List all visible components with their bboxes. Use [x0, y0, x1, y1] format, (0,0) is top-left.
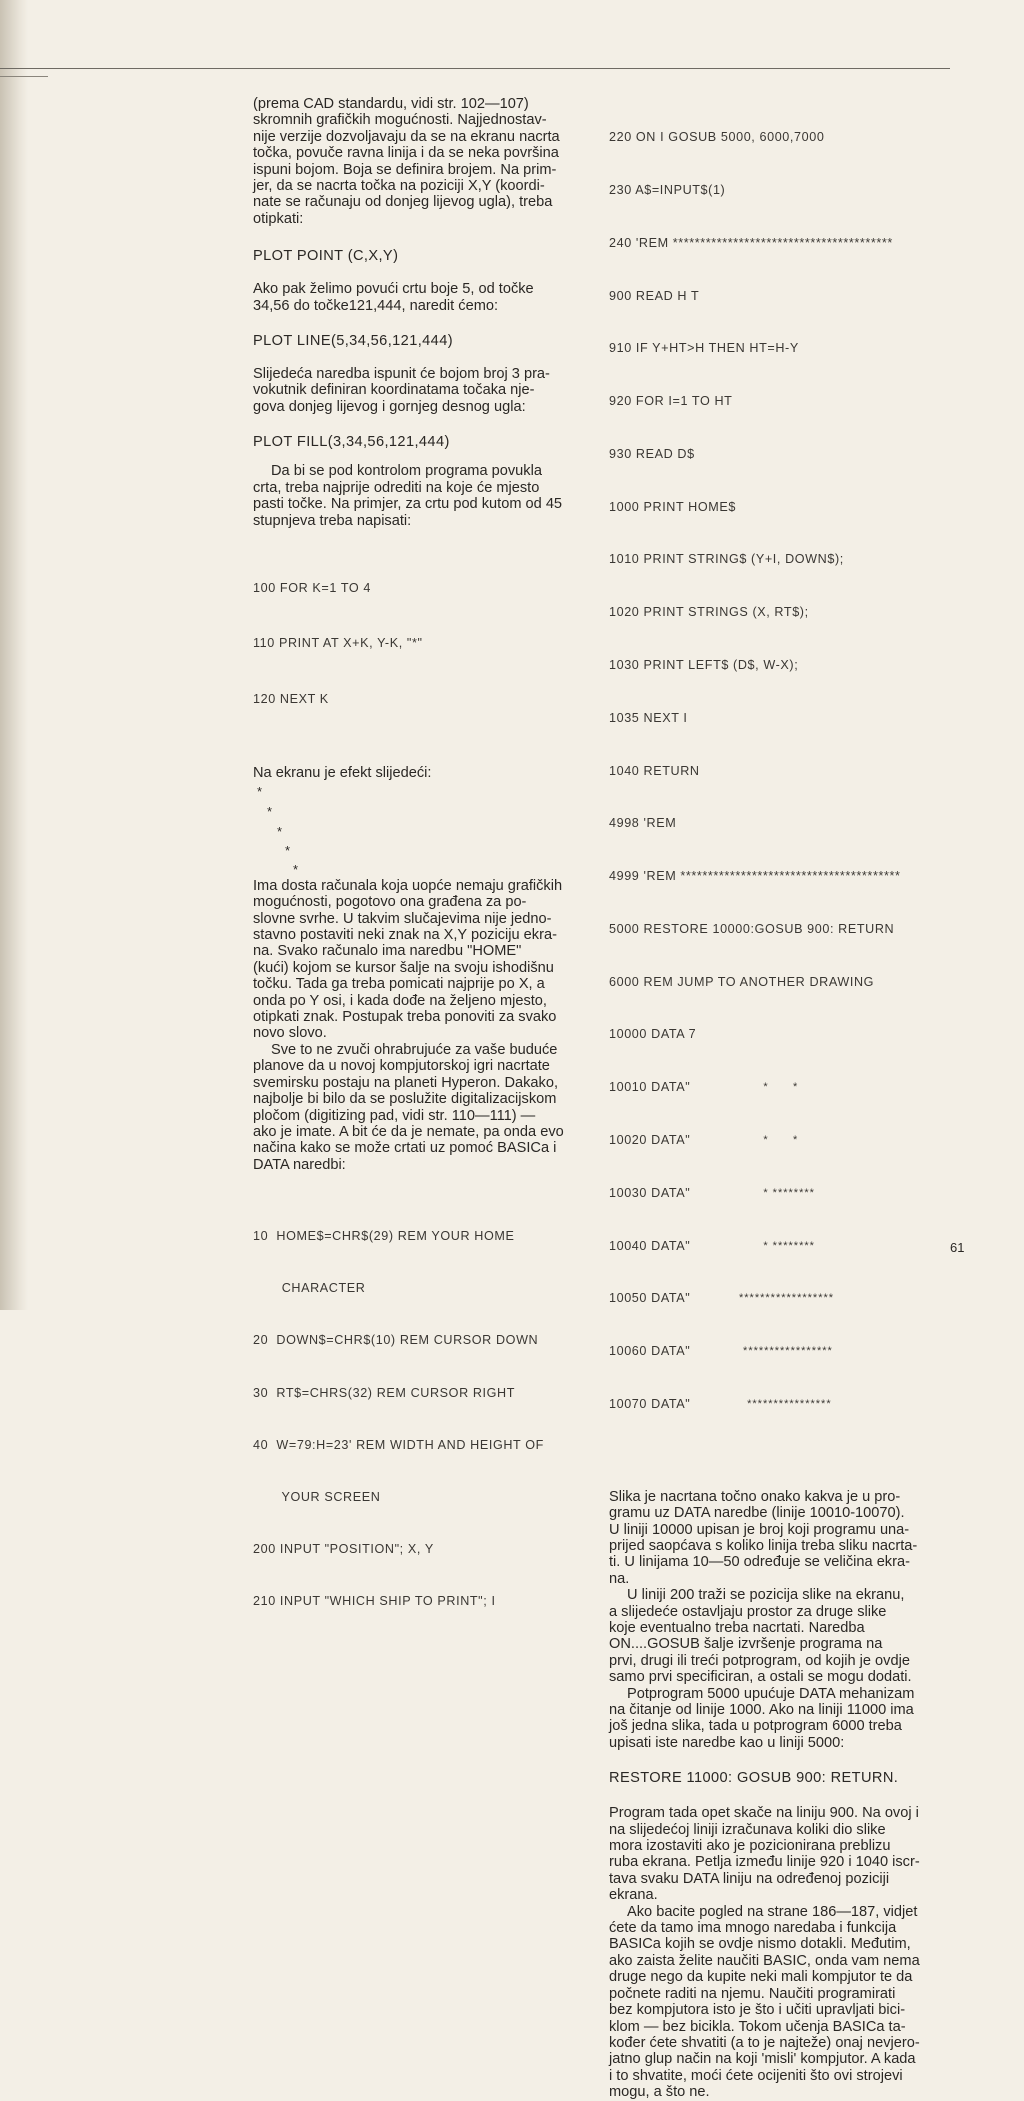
code-line: 920 FOR I=1 TO HT — [609, 394, 733, 409]
text-line: još jedna slika, tada u potprogram 6000 treba — [609, 1718, 902, 1735]
code-line: 900 READ H T — [609, 288, 700, 303]
text-line: točku. Tada ga treba pomicati najprije po X, a — [253, 976, 545, 993]
text-line: tava svaku DATA liniju na određenoj poziciji — [609, 1870, 890, 1887]
data-line — [609, 1396, 961, 1414]
text-line: i to shvatite, moći ćete ocijeniti što ovi strojevi — [609, 2067, 903, 2084]
data-line-number: 10010 DATA" — [609, 1080, 691, 1095]
data-line-number: 10070 DATA" — [609, 1396, 691, 1411]
picture-explanation-paragraph — [609, 1489, 961, 1587]
text-line: jatno glup način na koji 'misli' kompjutor. A kada — [609, 2051, 916, 2068]
text-line: crta, treba najprije odrediti na koje će mjesto — [253, 479, 540, 496]
code-line: 40 W=79:H=23' REM WIDTH AND HEIGHT OF — [253, 1437, 544, 1452]
text-line: svemirsku postaju na planeti Hyperon. Dakako, — [253, 1074, 559, 1091]
intro-paragraph — [253, 96, 607, 227]
text-line: na. — [609, 1570, 630, 1587]
conclusion-paragraph — [609, 1904, 961, 2101]
text-line: načina kako se može crtati uz pomoć BASICa i — [253, 1140, 557, 1157]
plot-fill-command: PLOT FILL(3,34,56,121,444) — [253, 434, 450, 451]
text-line: prvi, drugi ili treći potprogram, od kojih je ovdje — [609, 1652, 910, 1669]
data-line-number: 10040 DATA" — [609, 1238, 691, 1253]
text-line: novo slovo. — [253, 1025, 327, 1042]
left-column — [253, 96, 607, 1646]
text-line: točka, povuče ravna linija i da se neka površina — [253, 145, 559, 162]
code-line: 910 IF Y+HT>H THEN HT=H-Y — [609, 341, 799, 356]
code-line: 5000 RESTORE 10000:GOSUB 900: RETURN — [609, 921, 895, 936]
data-line — [609, 1185, 961, 1203]
subroutine-paragraph — [609, 1686, 961, 1752]
text-line: Slijedeća naredba ispunit će bojom broj 3 pra- — [253, 366, 550, 383]
code-line: 30 RT$=CHRS(32) REM CURSOR RIGHT — [253, 1385, 516, 1400]
effect-caption: Na ekranu je efekt slijedeći: — [253, 765, 432, 782]
data-line — [609, 1079, 961, 1097]
text-line: planove da u novoj kompjutorskoj igri nacrtate — [253, 1058, 550, 1075]
text-line: ispuni bojom. Boja se definira brojem. Na prim- — [253, 161, 557, 178]
code-line: 230 A$=INPUT$(1) — [609, 182, 726, 197]
data-line-stars: * * — [739, 1134, 799, 1147]
text-line: 34,56 do točke121,444, naredit ćemo: — [253, 297, 499, 314]
data-line-number: 10050 DATA" — [609, 1291, 691, 1306]
text-line: gramu uz DATA naredbe (linije 10010-10070). — [609, 1505, 905, 1522]
position-paragraph — [609, 1587, 961, 1685]
text-line: nije verzije dozvoljavaju da se na ekranu nacrta — [253, 128, 560, 145]
right-column — [609, 94, 961, 2101]
code-line: 100 FOR K=1 TO 4 — [253, 580, 371, 595]
text-line: U liniji 10000 upisan je broj koji programu una- — [609, 1521, 910, 1538]
text-line: ekrana. — [609, 1887, 658, 1904]
star-mark: * — [285, 842, 291, 858]
text-line: pasti točke. Na primjer, za crtu pod kutom od 45 — [253, 496, 563, 513]
data-line — [609, 1290, 961, 1308]
text-line: klom — bez bicikla. Tokom učenja BASICa ta- — [609, 2018, 906, 2035]
code-line: 120 NEXT K — [253, 691, 329, 706]
code-line: 240 'REM **************************************** — [609, 235, 893, 250]
text-line: na slijedećoj liniji izračunava koliki dio slike — [609, 1821, 886, 1838]
data-line-stars: ***************** — [739, 1345, 833, 1358]
text-line: skromnih grafičkih mogućnosti. Najjednostav- — [253, 112, 547, 129]
text-line: vokutnik definiran koordinatama točaka nje- — [253, 382, 535, 399]
code-line: 1000 PRINT HOME$ — [609, 499, 736, 514]
basic-setup-listing — [253, 1193, 607, 1646]
text-line: DATA naredbi: — [253, 1156, 346, 1173]
text-line: ti. U linijama 10—50 određuje se veličina ekra- — [609, 1554, 910, 1571]
code-line: 1020 PRINT STRINGS (X, RT$); — [609, 605, 809, 620]
no-graphics-paragraph — [253, 878, 607, 1042]
hyperon-paragraph — [253, 1042, 607, 1173]
code-line: 1035 NEXT I — [609, 710, 688, 725]
text-line: druge nego da kupite neki mali kompjutor te da — [609, 1969, 913, 1986]
text-line: koje eventualno treba nacrtati. Naredba — [609, 1619, 865, 1636]
text-line: otipkati: — [253, 210, 304, 227]
text-line: ako je imate. A bit će da je nemate, pa onda evo — [253, 1123, 564, 1140]
star-mark: * — [277, 823, 283, 839]
restore-command: RESTORE 11000: GOSUB 900: RETURN. — [609, 1770, 899, 1787]
data-line-stars: **************** — [739, 1397, 832, 1410]
program-paragraph — [253, 463, 607, 529]
fill-paragraph — [253, 366, 607, 415]
line-paragraph — [253, 281, 607, 314]
plot-point-command: PLOT POINT (C,X,Y) — [253, 248, 399, 265]
text-line: mogućnosti, pogotovo ona građena za po- — [253, 894, 527, 911]
text-line: ćete da tamo ima mnogo naredaba i funkcija — [609, 1920, 897, 1937]
data-line — [609, 1343, 961, 1361]
text-line: bez kompjutora isto je što i učiti upravljati bici- — [609, 2002, 906, 2019]
diagonal-code-listing — [253, 542, 607, 746]
data-line-stars: * ******** — [739, 1239, 815, 1252]
text-line: a slijedeće ostavljaju prostor za druge slike — [609, 1603, 887, 1620]
text-line: U liniji 200 traži se pozicija slike na ekranu, — [627, 1587, 905, 1604]
page-number: 61 — [950, 1240, 965, 1255]
text-line: Ako bacite pogled na strane 186—187, vidjet — [627, 1903, 918, 1920]
code-line: 1010 PRINT STRING$ (Y+I, DOWN$); — [609, 552, 844, 567]
code-line: 110 PRINT AT X+K, Y-K, "*" — [253, 636, 423, 651]
text-line: gova donjeg lijevog i gornjeg desnog ugla: — [253, 398, 526, 415]
text-line: otipkati znak. Postupak treba ponoviti za svako — [253, 1009, 557, 1026]
star-mark: * — [293, 861, 299, 877]
text-line: Sve to ne zvuči ohrabrujuće za vaše buduće — [271, 1041, 558, 1058]
code-line: 1030 PRINT LEFT$ (D$, W-X); — [609, 658, 799, 672]
code-line: 930 READ D$ — [609, 446, 695, 461]
data-line-stars: ****************** — [739, 1292, 835, 1305]
code-line: 220 ON I GOSUB 5000, 6000,7000 — [609, 130, 825, 145]
plot-line-command: PLOT LINE(5,34,56,121,444) — [253, 333, 453, 350]
text-line: onda po Y osi, i kada dođe na željeno mjesto, — [253, 992, 547, 1009]
text-line: stavno postaviti neki znak na X,Y poziciju ekra- — [253, 927, 557, 944]
code-line: 4999 'REM **************************************** — [609, 869, 901, 884]
code-line: 6000 REM JUMP TO ANOTHER DRAWING — [609, 974, 875, 989]
text-line: najbolje bi bilo da se poslužite digitalizacijskom — [253, 1091, 557, 1108]
text-line: stupnjeva treba napisati: — [253, 512, 412, 529]
code-line: 10 HOME$=CHR$(29) REM YOUR HOME — [253, 1228, 515, 1243]
text-line: Ima dosta računala koja uopće nemaju grafičkih — [253, 877, 563, 894]
text-line: BASICa kojih se ovdje nismo dotakli. Međutim, — [609, 1936, 911, 1953]
text-line: ON....GOSUB šalje izvršenje programa na — [609, 1636, 883, 1653]
star-mark: * — [267, 803, 273, 819]
code-line: 200 INPUT "POSITION"; X, Y — [253, 1542, 434, 1557]
text-line: na čitanje od linije 1000. Ako na liniji 11000 ima — [609, 1702, 914, 1718]
text-line: upisati iste naredbe kao u liniji 5000: — [609, 1734, 845, 1751]
text-line: na. Svako računalo ima naredbu "HOME" — [253, 943, 522, 960]
data-line-number: 10020 DATA" — [609, 1133, 691, 1148]
text-line: samo prvi specificiran, a ostali se mogu dodati. — [609, 1669, 912, 1686]
text-line: (kući) kojom se kursor šalje na svoju ishodišnu — [253, 959, 554, 976]
diagonal-star-output — [253, 782, 607, 877]
data-line-number: 10030 DATA" — [609, 1185, 691, 1200]
jump-paragraph — [609, 1805, 961, 1903]
header-rule — [0, 68, 950, 69]
data-line — [609, 1238, 961, 1256]
book-spine-shadow — [0, 0, 28, 1310]
text-line: Da bi se pod kontrolom programa povukla — [271, 463, 542, 480]
text-line: ruba ekrana. Petlja između linije 920 i 1040 iscr- — [609, 1854, 920, 1871]
text-line: pločom (digitizing pad, vidi str. 110—111) — — [253, 1107, 536, 1124]
text-line: mogu, a što ne. — [609, 2084, 710, 2101]
data-line-stars: * ******** — [739, 1186, 815, 1199]
code-line: YOUR SCREEN — [253, 1490, 381, 1505]
drawing-program-listing — [609, 94, 961, 1449]
text-line: slovne svrhe. U takvim slučajevima nije jedno- — [253, 910, 552, 927]
code-line: 20 DOWN$=CHR$(10) REM CURSOR DOWN — [253, 1333, 539, 1348]
text-line: ako zaista želite naučiti BASIC, onda vam nema — [609, 1952, 920, 1969]
text-line: mora izostaviti ako je pozicionirana preblizu — [609, 1838, 891, 1855]
code-line: 1040 RETURN — [609, 763, 700, 778]
text-line: jer, da se nacrta točka na poziciji X,Y (koordi- — [253, 178, 545, 195]
text-line: Program tada opet skače na liniju 900. Na ovoj i — [609, 1805, 919, 1822]
text-line: Potprogram 5000 upućuje DATA mehanizam — [627, 1685, 915, 1702]
header-rule-short — [0, 76, 48, 77]
data-line-number: 10060 DATA" — [609, 1344, 691, 1359]
text-line: počnete raditi na njemu. Naučiti programirati — [609, 1985, 896, 2002]
text-line: Slika je nacrtana točno onako kakva je u pro- — [609, 1488, 901, 1505]
data-line — [609, 1132, 961, 1150]
code-line: CHARACTER — [253, 1281, 366, 1296]
text-line: nate se računaju od donjeg lijevog ugla), treba — [253, 194, 553, 211]
code-line: 10000 DATA 7 — [609, 1027, 697, 1042]
code-line: 4998 'REM — [609, 816, 677, 831]
star-mark: * — [257, 783, 263, 799]
code-line: 210 INPUT "WHICH SHIP TO PRINT"; I — [253, 1594, 496, 1609]
data-line-stars: * * — [739, 1081, 799, 1094]
text-line: prijed saopćava s koliko linija treba sliku nacrta- — [609, 1537, 918, 1554]
text-line: Ako pak želimo povući crtu boje 5, od točke — [253, 281, 534, 298]
text-line: kođer ćete shvatiti (a to je najteže) onaj nevjero- — [609, 2034, 920, 2051]
text-line: (prema CAD standardu, vidi str. 102—107) — [253, 96, 529, 112]
